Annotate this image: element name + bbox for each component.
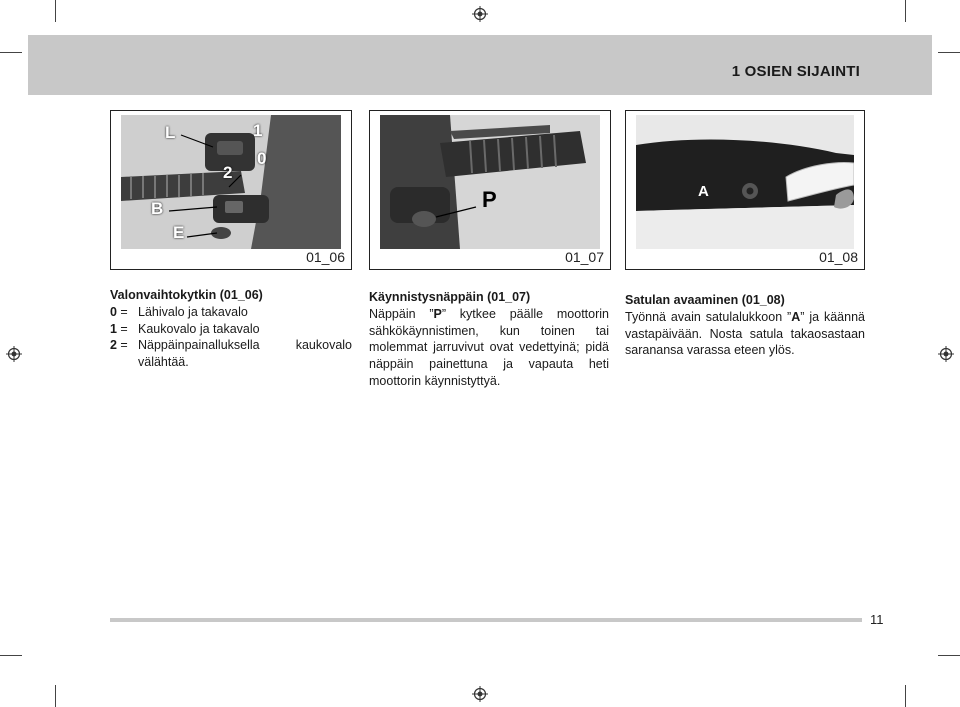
legend-item [110, 337, 352, 354]
page-number: 11 [870, 612, 884, 627]
label-0: 0 [257, 149, 267, 168]
legend-separator: = [116, 321, 128, 336]
legend-item [110, 304, 352, 321]
seat-opening-description [625, 292, 865, 359]
key-label: A [791, 309, 801, 324]
seat-lock-photo [636, 115, 854, 249]
registration-mark-icon [472, 686, 488, 702]
page-title: 1 OSIEN SIJAINTI [731, 63, 860, 80]
section-title: Valonvaihtokytkin (01_06) [110, 288, 263, 302]
figure-01-07 [369, 110, 611, 270]
figure-01-08 [625, 110, 865, 270]
label-P: P [482, 187, 497, 212]
legend-text: Näppäinpainalluksella kaukovalo [138, 338, 352, 353]
start-button-description [369, 289, 609, 390]
crop-mark [0, 52, 22, 53]
label-E: E [173, 223, 185, 242]
footer-rule [110, 618, 862, 622]
label-B: B [151, 199, 164, 218]
crop-mark [938, 655, 960, 656]
crop-mark [55, 0, 56, 22]
key-label: P [433, 306, 442, 321]
legend-text: Kaukovalo ja takavalo [138, 321, 260, 336]
section-body: Työnnä avain satulalukkoon ”A” ja käännä vastapäivään. Nosta satula takaosastaan saranansa varassa eteen ylös. [625, 309, 865, 358]
section-body: Näppäin ”P” kytkee päälle moottorin sähkökäynnistimen, kun toinen tai molemmat jarruvivut ovat vedettyinä; pidä näppäin painettuna ja vapauta heti moottorin käynnistyttyä. [369, 306, 609, 388]
figure-caption: 01_06 [306, 249, 345, 265]
figure-caption: 01_07 [565, 249, 604, 265]
crop-mark [905, 0, 906, 22]
legend-text: Lähivalo ja takavalo [138, 304, 248, 319]
legend-continuation: välähtää. [138, 355, 189, 370]
figure-caption: 01_08 [819, 249, 858, 265]
legend-key: 2 [110, 338, 117, 353]
crop-mark [0, 655, 22, 656]
legend-separator: = [116, 338, 128, 353]
label-2: 2 [223, 163, 233, 182]
legend-key: 1 [110, 321, 117, 336]
crop-mark [905, 685, 906, 707]
label-1: 1 [253, 121, 263, 140]
registration-mark-icon [6, 346, 22, 362]
registration-mark-icon [472, 6, 488, 22]
crop-mark [55, 685, 56, 707]
section-title: Käynnistysnäppäin (01_07) [369, 290, 531, 304]
label-A: A [698, 183, 709, 200]
legend-item [110, 321, 352, 338]
legend-key: 0 [110, 304, 117, 319]
registration-mark-icon [938, 346, 954, 362]
legend-separator: = [116, 304, 128, 319]
light-switch-description [110, 287, 352, 371]
header-band [28, 35, 932, 95]
crop-mark [938, 52, 960, 53]
start-button-photo [380, 115, 600, 249]
label-L: L [165, 123, 176, 142]
section-title: Satulan avaaminen (01_08) [625, 293, 785, 307]
figure-01-06 [110, 110, 352, 270]
